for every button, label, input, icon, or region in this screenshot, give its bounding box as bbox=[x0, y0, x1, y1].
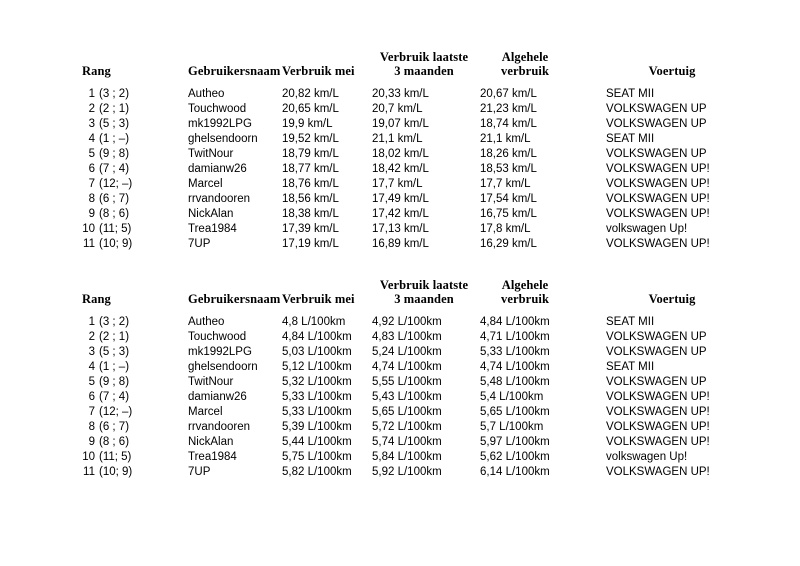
consumption-table-km-per-liter bbox=[78, 50, 738, 252]
cell-voertuig: VOLKSWAGEN UP bbox=[606, 346, 707, 358]
column-header-verbruik-mei bbox=[280, 50, 370, 87]
rank-position: 9 bbox=[88, 208, 95, 220]
cell-gebruikersnaam: 7UP bbox=[188, 238, 211, 250]
cell-verbruik-laatste-3-maanden: 17,42 km/L bbox=[372, 208, 429, 220]
column-header-gebruikersnaam bbox=[174, 50, 280, 87]
header-line-1: Rang bbox=[82, 292, 111, 306]
table-row bbox=[78, 222, 738, 237]
cell-voertuig: VOLKSWAGEN UP! bbox=[606, 406, 710, 418]
header-line-1: Verbruik mei bbox=[282, 292, 355, 306]
cell-verbruik-mei: 20,82 km/L bbox=[282, 88, 339, 100]
column-header-gebruikersnaam bbox=[174, 278, 280, 315]
cell-algehele-verbruik: 6,14 L/100km bbox=[480, 466, 550, 478]
cell-voertuig: VOLKSWAGEN UP! bbox=[606, 391, 710, 403]
cell-voertuig: VOLKSWAGEN UP! bbox=[606, 436, 710, 448]
cell-rang bbox=[78, 147, 174, 162]
cell-verbruik-mei: 17,39 km/L bbox=[282, 223, 339, 235]
table-row bbox=[78, 207, 738, 222]
cell-rang bbox=[78, 315, 174, 330]
cell-voertuig: VOLKSWAGEN UP! bbox=[606, 178, 710, 190]
rank-position: 2 bbox=[88, 103, 95, 115]
rank-table bbox=[78, 50, 738, 252]
table-row bbox=[78, 177, 738, 192]
column-header-verbruik-mei bbox=[280, 278, 370, 315]
table-header bbox=[78, 50, 738, 87]
cell-algehele-verbruik: 18,26 km/L bbox=[480, 148, 537, 160]
header-line-1: Verbruik laatste bbox=[379, 50, 469, 64]
cell-voertuig: VOLKSWAGEN UP! bbox=[606, 466, 710, 478]
rank-position: 4 bbox=[88, 133, 95, 145]
rank-previous-positions: (6 ; 7) bbox=[99, 421, 130, 433]
cell-gebruikersnaam: Autheo bbox=[188, 316, 225, 328]
cell-rang bbox=[78, 177, 174, 192]
rank-previous-positions: (6 ; 7) bbox=[99, 193, 130, 205]
cell-gebruikersnaam: damianw26 bbox=[188, 163, 247, 175]
cell-voertuig: VOLKSWAGEN UP! bbox=[606, 208, 710, 220]
rank-previous-positions: (8 ; 6) bbox=[99, 208, 130, 220]
cell-algehele-verbruik: 18,53 km/L bbox=[480, 163, 537, 175]
cell-voertuig: SEAT MII bbox=[606, 88, 655, 100]
cell-verbruik-laatste-3-maanden: 5,84 L/100km bbox=[372, 451, 442, 463]
cell-rang bbox=[78, 207, 174, 222]
rank-previous-positions: (5 ; 3) bbox=[99, 346, 130, 358]
cell-verbruik-mei: 20,65 km/L bbox=[282, 103, 339, 115]
rank-position: 7 bbox=[88, 406, 95, 418]
cell-verbruik-laatste-3-maanden: 20,7 km/L bbox=[372, 103, 423, 115]
cell-voertuig: VOLKSWAGEN UP bbox=[606, 148, 707, 160]
cell-rang bbox=[78, 435, 174, 450]
cell-voertuig: VOLKSWAGEN UP bbox=[606, 118, 707, 130]
cell-gebruikersnaam: Trea1984 bbox=[188, 451, 237, 463]
rank-previous-positions: (1 ; –) bbox=[99, 133, 130, 145]
rank-previous-positions: (9 ; 8) bbox=[99, 376, 130, 388]
column-header-voertuig bbox=[578, 50, 738, 87]
rank-previous-positions: (5 ; 3) bbox=[99, 118, 130, 130]
cell-verbruik-laatste-3-maanden: 16,89 km/L bbox=[372, 238, 429, 250]
cell-rang bbox=[78, 102, 174, 117]
column-header-algehele-verbruik bbox=[478, 50, 578, 87]
cell-algehele-verbruik: 17,54 km/L bbox=[480, 193, 537, 205]
rank-position: 10 bbox=[82, 223, 95, 235]
table-row bbox=[78, 87, 738, 102]
consumption-table-liters-per-100km bbox=[78, 278, 738, 480]
rank-position: 7 bbox=[88, 178, 95, 190]
table-row bbox=[78, 390, 738, 405]
rank-previous-positions: (11; 5) bbox=[99, 223, 132, 235]
column-header-rang bbox=[78, 50, 174, 87]
cell-gebruikersnaam: rrvandooren bbox=[188, 421, 251, 433]
cell-gebruikersnaam: ghelsendoorn bbox=[188, 133, 258, 145]
rank-previous-positions: (12; –) bbox=[99, 178, 133, 190]
cell-rang bbox=[78, 192, 174, 207]
cell-verbruik-laatste-3-maanden: 19,07 km/L bbox=[372, 118, 429, 130]
cell-verbruik-mei: 5,39 L/100km bbox=[282, 421, 352, 433]
cell-rang bbox=[78, 375, 174, 390]
column-header-verbruik-laatste-3-maanden bbox=[370, 50, 478, 87]
header-line-2: 3 maanden bbox=[394, 292, 454, 306]
cell-gebruikersnaam: Marcel bbox=[188, 406, 223, 418]
cell-algehele-verbruik: 16,29 km/L bbox=[480, 238, 537, 250]
cell-verbruik-laatste-3-maanden: 5,24 L/100km bbox=[372, 346, 442, 358]
rank-previous-positions: (3 ; 2) bbox=[99, 88, 130, 100]
table-body bbox=[78, 87, 738, 252]
header-line-2: 3 maanden bbox=[394, 64, 454, 78]
cell-gebruikersnaam: Autheo bbox=[188, 88, 225, 100]
table-row bbox=[78, 147, 738, 162]
rank-position: 8 bbox=[88, 421, 95, 433]
cell-rang bbox=[78, 330, 174, 345]
cell-verbruik-laatste-3-maanden: 5,65 L/100km bbox=[372, 406, 442, 418]
rank-position: 11 bbox=[83, 238, 95, 250]
cell-verbruik-laatste-3-maanden: 18,42 km/L bbox=[372, 163, 429, 175]
rank-position: 8 bbox=[88, 193, 95, 205]
table-row bbox=[78, 162, 738, 177]
rank-position: 3 bbox=[88, 118, 95, 130]
cell-rang bbox=[78, 345, 174, 360]
cell-verbruik-mei: 18,77 km/L bbox=[282, 163, 339, 175]
table-row bbox=[78, 345, 738, 360]
cell-voertuig: VOLKSWAGEN UP bbox=[606, 376, 707, 388]
cell-verbruik-laatste-3-maanden: 5,43 L/100km bbox=[372, 391, 442, 403]
header-line-2: verbruik bbox=[500, 64, 550, 78]
rank-previous-positions: (7 ; 4) bbox=[99, 391, 130, 403]
cell-rang bbox=[78, 420, 174, 435]
cell-verbruik-laatste-3-maanden: 4,74 L/100km bbox=[372, 361, 442, 373]
cell-verbruik-mei: 19,9 km/L bbox=[282, 118, 333, 130]
cell-gebruikersnaam: Trea1984 bbox=[188, 223, 237, 235]
cell-algehele-verbruik: 5,97 L/100km bbox=[480, 436, 550, 448]
cell-gebruikersnaam: TwitNour bbox=[188, 376, 234, 388]
cell-rang bbox=[78, 360, 174, 375]
rank-previous-positions: (10; 9) bbox=[99, 466, 133, 478]
rank-position: 6 bbox=[88, 391, 95, 403]
cell-voertuig: volkswagen Up! bbox=[606, 451, 688, 463]
table-header bbox=[78, 278, 738, 315]
column-header-rang bbox=[78, 278, 174, 315]
table-row bbox=[78, 117, 738, 132]
cell-verbruik-laatste-3-maanden: 18,02 km/L bbox=[372, 148, 429, 160]
cell-verbruik-laatste-3-maanden: 17,49 km/L bbox=[372, 193, 429, 205]
column-header-verbruik-laatste-3-maanden bbox=[370, 278, 478, 315]
cell-algehele-verbruik: 5,62 L/100km bbox=[480, 451, 550, 463]
rank-position: 3 bbox=[88, 346, 95, 358]
rank-previous-positions: (7 ; 4) bbox=[99, 163, 130, 175]
cell-voertuig: VOLKSWAGEN UP! bbox=[606, 421, 710, 433]
header-line-1: Gebruikersnaam bbox=[188, 292, 281, 306]
cell-gebruikersnaam: TwitNour bbox=[188, 148, 234, 160]
header-line-1: Verbruik laatste bbox=[379, 278, 469, 292]
cell-verbruik-laatste-3-maanden: 4,92 L/100km bbox=[372, 316, 442, 328]
table-row bbox=[78, 450, 738, 465]
cell-algehele-verbruik: 4,71 L/100km bbox=[480, 331, 550, 343]
table-row bbox=[78, 192, 738, 207]
cell-verbruik-mei: 5,44 L/100km bbox=[282, 436, 352, 448]
rank-position: 1 bbox=[88, 88, 95, 100]
cell-algehele-verbruik: 16,75 km/L bbox=[480, 208, 537, 220]
cell-voertuig: SEAT MII bbox=[606, 316, 655, 328]
cell-rang bbox=[78, 162, 174, 177]
cell-verbruik-mei: 18,79 km/L bbox=[282, 148, 339, 160]
rank-previous-positions: (11; 5) bbox=[99, 451, 132, 463]
header-row bbox=[78, 278, 738, 315]
cell-verbruik-mei: 5,32 L/100km bbox=[282, 376, 352, 388]
table-row bbox=[78, 375, 738, 390]
rank-previous-positions: (2 ; 1) bbox=[99, 103, 130, 115]
cell-algehele-verbruik: 4,84 L/100km bbox=[480, 316, 550, 328]
rank-position: 6 bbox=[88, 163, 95, 175]
table-body bbox=[78, 315, 738, 480]
cell-voertuig: volkswagen Up! bbox=[606, 223, 688, 235]
rank-position: 10 bbox=[82, 451, 95, 463]
cell-gebruikersnaam: damianw26 bbox=[188, 391, 247, 403]
cell-gebruikersnaam: rrvandooren bbox=[188, 193, 251, 205]
cell-rang bbox=[78, 450, 174, 465]
cell-verbruik-laatste-3-maanden: 4,83 L/100km bbox=[372, 331, 442, 343]
cell-verbruik-mei: 4,8 L/100km bbox=[282, 316, 346, 328]
rank-previous-positions: (8 ; 6) bbox=[99, 436, 130, 448]
cell-rang bbox=[78, 117, 174, 132]
rank-table bbox=[78, 278, 738, 480]
table-row bbox=[78, 405, 738, 420]
cell-verbruik-mei: 5,03 L/100km bbox=[282, 346, 352, 358]
cell-voertuig: SEAT MII bbox=[606, 361, 655, 373]
cell-algehele-verbruik: 21,23 km/L bbox=[480, 103, 537, 115]
cell-verbruik-mei: 4,84 L/100km bbox=[282, 331, 352, 343]
cell-gebruikersnaam: mk1992LPG bbox=[188, 346, 252, 358]
cell-verbruik-mei: 5,33 L/100km bbox=[282, 406, 352, 418]
cell-verbruik-laatste-3-maanden: 17,7 km/L bbox=[372, 178, 423, 190]
cell-gebruikersnaam: NickAlan bbox=[188, 208, 234, 220]
rank-position: 5 bbox=[88, 376, 95, 388]
column-header-algehele-verbruik bbox=[478, 278, 578, 315]
header-line-1: Algehele bbox=[501, 50, 549, 64]
rank-position: 5 bbox=[88, 148, 95, 160]
rank-position: 11 bbox=[83, 466, 95, 478]
header-line-1: Gebruikersnaam bbox=[188, 64, 281, 78]
rank-previous-positions: (2 ; 1) bbox=[99, 331, 130, 343]
rank-previous-positions: (12; –) bbox=[99, 406, 133, 418]
cell-verbruik-laatste-3-maanden: 5,72 L/100km bbox=[372, 421, 442, 433]
cell-rang bbox=[78, 405, 174, 420]
cell-verbruik-mei: 17,19 km/L bbox=[282, 238, 339, 250]
header-line-1: Verbruik mei bbox=[282, 64, 355, 78]
cell-gebruikersnaam: Touchwood bbox=[188, 103, 247, 115]
cell-algehele-verbruik: 4,74 L/100km bbox=[480, 361, 550, 373]
cell-verbruik-mei: 5,82 L/100km bbox=[282, 466, 352, 478]
cell-verbruik-laatste-3-maanden: 5,92 L/100km bbox=[372, 466, 442, 478]
cell-algehele-verbruik: 5,7 L/100km bbox=[480, 421, 544, 433]
cell-voertuig: SEAT MII bbox=[606, 133, 655, 145]
rank-previous-positions: (3 ; 2) bbox=[99, 316, 130, 328]
header-line-1: Algehele bbox=[501, 278, 549, 292]
cell-rang bbox=[78, 465, 174, 480]
cell-algehele-verbruik: 5,65 L/100km bbox=[480, 406, 550, 418]
cell-gebruikersnaam: NickAlan bbox=[188, 436, 234, 448]
cell-verbruik-mei: 5,33 L/100km bbox=[282, 391, 352, 403]
cell-verbruik-laatste-3-maanden: 17,13 km/L bbox=[372, 223, 429, 235]
cell-voertuig: VOLKSWAGEN UP! bbox=[606, 193, 710, 205]
cell-rang bbox=[78, 390, 174, 405]
cell-verbruik-laatste-3-maanden: 5,55 L/100km bbox=[372, 376, 442, 388]
table-row bbox=[78, 465, 738, 480]
cell-verbruik-mei: 5,12 L/100km bbox=[282, 361, 352, 373]
cell-verbruik-mei: 19,52 km/L bbox=[282, 133, 339, 145]
table-row bbox=[78, 237, 738, 252]
table-row bbox=[78, 102, 738, 117]
cell-algehele-verbruik: 18,74 km/L bbox=[480, 118, 537, 130]
table-row bbox=[78, 330, 738, 345]
cell-gebruikersnaam: Marcel bbox=[188, 178, 223, 190]
rank-previous-positions: (1 ; –) bbox=[99, 361, 130, 373]
table-row bbox=[78, 420, 738, 435]
cell-algehele-verbruik: 21,1 km/L bbox=[480, 133, 531, 145]
header-line-1: Voertuig bbox=[648, 292, 696, 306]
table-row bbox=[78, 132, 738, 147]
cell-algehele-verbruik: 5,33 L/100km bbox=[480, 346, 550, 358]
cell-verbruik-mei: 18,76 km/L bbox=[282, 178, 339, 190]
cell-algehele-verbruik: 17,8 km/L bbox=[480, 223, 531, 235]
header-line-1: Voertuig bbox=[648, 64, 696, 78]
rank-position: 1 bbox=[88, 316, 95, 328]
rank-position: 2 bbox=[88, 331, 95, 343]
cell-voertuig: VOLKSWAGEN UP bbox=[606, 331, 707, 343]
cell-algehele-verbruik: 20,67 km/L bbox=[480, 88, 537, 100]
table-row bbox=[78, 435, 738, 450]
cell-rang bbox=[78, 132, 174, 147]
rank-previous-positions: (10; 9) bbox=[99, 238, 133, 250]
header-line-2: verbruik bbox=[500, 292, 550, 306]
cell-verbruik-mei: 18,56 km/L bbox=[282, 193, 339, 205]
cell-verbruik-mei: 5,75 L/100km bbox=[282, 451, 352, 463]
cell-rang bbox=[78, 237, 174, 252]
rank-position: 9 bbox=[88, 436, 95, 448]
cell-gebruikersnaam: Touchwood bbox=[188, 331, 247, 343]
cell-voertuig: VOLKSWAGEN UP! bbox=[606, 163, 710, 175]
cell-gebruikersnaam: ghelsendoorn bbox=[188, 361, 258, 373]
cell-algehele-verbruik: 5,4 L/100km bbox=[480, 391, 544, 403]
rank-previous-positions: (9 ; 8) bbox=[99, 148, 130, 160]
cell-gebruikersnaam: 7UP bbox=[188, 466, 211, 478]
cell-verbruik-mei: 18,38 km/L bbox=[282, 208, 339, 220]
cell-verbruik-laatste-3-maanden: 20,33 km/L bbox=[372, 88, 429, 100]
cell-gebruikersnaam: mk1992LPG bbox=[188, 118, 252, 130]
header-line-1: Rang bbox=[82, 64, 111, 78]
table-row bbox=[78, 315, 738, 330]
cell-verbruik-laatste-3-maanden: 5,74 L/100km bbox=[372, 436, 442, 448]
table-row bbox=[78, 360, 738, 375]
cell-rang bbox=[78, 87, 174, 102]
cell-algehele-verbruik: 17,7 km/L bbox=[480, 178, 531, 190]
cell-voertuig: VOLKSWAGEN UP bbox=[606, 103, 707, 115]
cell-voertuig: VOLKSWAGEN UP! bbox=[606, 238, 710, 250]
header-row bbox=[78, 50, 738, 87]
column-header-voertuig bbox=[578, 278, 738, 315]
rank-position: 4 bbox=[88, 361, 95, 373]
cell-algehele-verbruik: 5,48 L/100km bbox=[480, 376, 550, 388]
cell-rang bbox=[78, 222, 174, 237]
cell-verbruik-laatste-3-maanden: 21,1 km/L bbox=[372, 133, 423, 145]
